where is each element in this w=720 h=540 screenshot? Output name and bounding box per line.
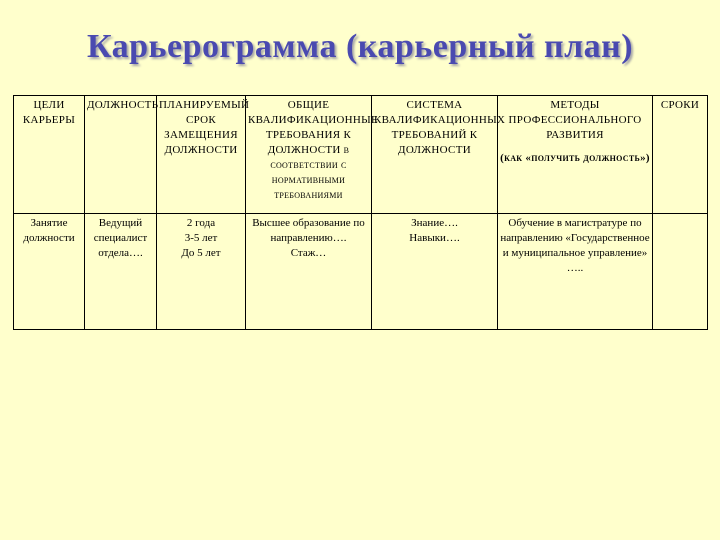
- cell-general-requirements: [246, 214, 372, 330]
- cell-position: Ведущий специалист отдела….: [85, 214, 157, 330]
- term-item: До 5 лет: [181, 247, 221, 259]
- method-item: …..: [566, 262, 584, 274]
- header-position: ДОЛЖНОСТЬ: [85, 96, 157, 214]
- career-plan-table: [13, 95, 708, 330]
- term-item: 2 года: [186, 217, 216, 229]
- methods-note: (как «получить должность»): [500, 152, 650, 164]
- header-qualification-system: СИСТЕМА КВАЛИФИКАЦИОННЫХ ТРЕБОВАНИЙ К ДОЛЖНОСТИ: [372, 96, 498, 214]
- requirement-item: Высшее образование по направлению….: [252, 217, 365, 244]
- cell-terms: [157, 214, 246, 330]
- header-general-requirements: ОБЩИЕ КВАЛИФИКАЦИОННЫЕ ТРЕБОВАНИЯ К ДОЛЖНОСТИ в соответствии с нормативными требованиями: [246, 96, 372, 214]
- header-career-goals: ЦЕЛИ КАРЬЕРЫ: [14, 96, 85, 214]
- header-development-methods: [498, 96, 653, 214]
- cell-deadline: [653, 214, 708, 330]
- page-title: Карьерограмма (карьерный план): [86, 28, 634, 65]
- header-development-methods-label: МЕТОДЫ ПРОФЕССИОНАЛЬНОГО РАЗВИТИЯ: [508, 99, 642, 141]
- header-planned-term: ПЛАНИРУЕМЫЙ СРОК ЗАМЕЩЕНИЯ ДОЛЖНОСТИ: [157, 96, 246, 214]
- term-item: 3-5 лет: [184, 232, 218, 244]
- requirement-item: Стаж…: [290, 247, 327, 259]
- method-item: Обучение в магистратуре по направлению «Государственное и муниципальное управление»: [500, 217, 650, 259]
- cell-goal: Занятие должности: [14, 214, 85, 330]
- table-header-row: [14, 96, 708, 214]
- header-deadlines: СРОКИ: [653, 96, 708, 214]
- qualification-item: Знание….: [411, 217, 458, 229]
- cell-qualification-system: [372, 214, 498, 330]
- cell-methods: [498, 214, 653, 330]
- table-row: [14, 214, 708, 330]
- qualification-item: Навыки….: [409, 232, 460, 244]
